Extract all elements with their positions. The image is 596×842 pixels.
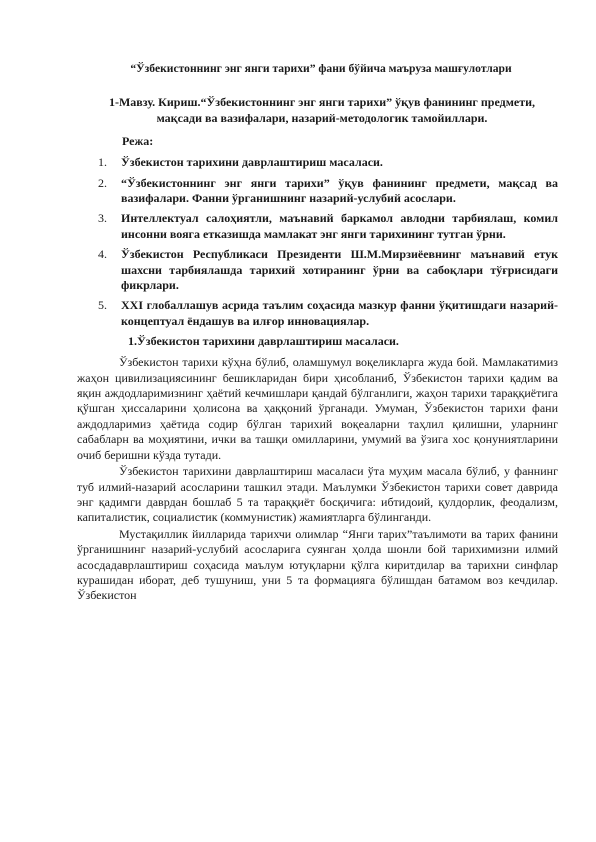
- plan-item-text: Ўзбекистон Республикаси Президенти Ш.М.Мирзиёевнинг маънавий етук шахсни тарбиялашда тарихий хотиранинг ўрни ва сабоқлари тўғрисидаги фикрлари.: [121, 247, 558, 293]
- plan-item: [86, 176, 558, 207]
- plan-item: [86, 298, 558, 329]
- plan-item-text: Ўзбекистон тарихини даврлаштириш масаласи.: [121, 155, 383, 170]
- body-paragraph: Ўзбекистон тарихини даврлаштириш масаласи ўта муҳим масала бўлиб, у фаннинг туб илмий-назарий асосларини ташкил этади. Маълумки Ўзбекистон тарихи совет даврида энг қадимги даврдан бошлаб 5 та тараққиёт босқичига: ибтидоий, қулдорлик, феодализм, капиталистик, социалистик (коммунистик) жамиятларга бўлинганди.: [77, 464, 558, 525]
- plan-item-number: 3.: [98, 211, 107, 226]
- plan-item-number: 5.: [98, 298, 107, 313]
- plan-item-text: “Ўзбекистоннинг энг янги тарихи” ўқув фанининг предмети, мақсад ва вазифалари. Фанни ўрганишнинг назарий-услубий асослари.: [121, 175, 558, 205]
- plan-item: [86, 211, 558, 242]
- plan-item-text: Интеллектуал салоҳиятли, маънавий баркамол авлодни тарбиялаш, комил инсонни вояга етказишда мамлакат энг янги тарихининг тутган ўрни.: [121, 211, 558, 241]
- lecture-title: 1-Мавзу. Кириш.“Ўзбекистоннинг энг янги тарихи” ўқув фанининг предмети, мақсади ва вазифалари, назарий-методологик тамойиллари.: [108, 95, 535, 125]
- plan-label: Режа:: [122, 134, 154, 149]
- body-paragraph: Ўзбекистон тарихи кўҳна бўлиб, оламшумул воқеликларга жуда бой. Мамлакатимиз жаҳон цивилизациясининг бешикларидан бири ҳисобланиб, Ўзбекистон тарихи қадим ва яқин аждодларимизнинг ҳаётий кечмишлари қандай бўлганлиги, жаҳон тарихи тараққиётига қўшган ҳиссаларини ҳолисона ва ҳаққоний ўрганади. Умуман, Ўзбекистон тарихи фани аждодларимиз ҳаётида содир бўлган тарихий воқеаларни таҳлил қилишни, уларнинг сабабларн ва моҳиятини, ички ва ташқи омилларини, умумий ва ўзига хос қонуниятларини очиб беришни кўзда тутади.: [77, 355, 558, 462]
- plan-item-number: 4.: [98, 247, 107, 262]
- plan-item: [86, 247, 558, 293]
- body-paragraph: Мустақиллик йилларида тарихчи олимлар “Янги тарих”таълимоти ва тарих фанини ўрганишнинг назарий-услубий асосларига суянган ҳолда шонли бой тарихимизни илмий асосдадаврлаштириш соҳасида маълум ютуқларни қўлга киритдилар ва тарихни синфлар курашидан иборат, деб тушуниш, уни 5 та формацияга бўлишдан батамом воз кечдилар. Ўзбекистон: [77, 526, 558, 603]
- document-title: “Ўзбекистоннинг энг янги тарихи” фани бўйича маъруза машғулотлари: [130, 62, 512, 75]
- plan-list: [86, 155, 558, 329]
- document-page: [77, 62, 558, 605]
- plan-item-number: 2.: [98, 175, 107, 190]
- body-text: [77, 355, 558, 604]
- plan-item: [86, 155, 558, 170]
- section-heading: 1.Ўзбекистон тарихини даврлаштириш масаласи.: [128, 334, 399, 349]
- plan-item-text: XXI глобаллашув асрида таълим соҳасида мазкур фанни ўқитишдаги назарий-концептуал ёндашув ва илғор инновациялар.: [121, 298, 558, 328]
- plan-item-number: 1.: [98, 155, 107, 170]
